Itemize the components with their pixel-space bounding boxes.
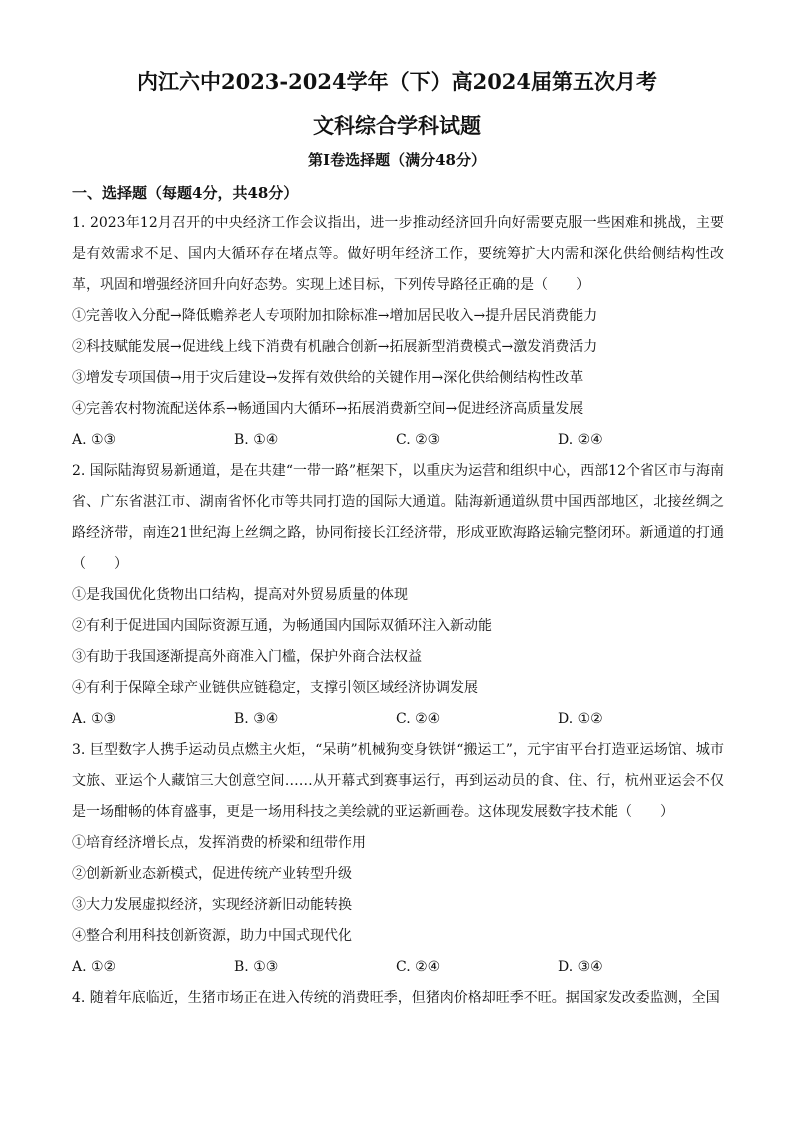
statement-option: ②创新新业态新模式，促进传统产业转型升级 xyxy=(72,866,352,882)
part-heading: 第Ⅰ卷选择题（满分48分） xyxy=(308,151,486,169)
exam-title: 内江六中2023-2024学年（下）高2024届第五次月考 xyxy=(136,69,658,94)
statement-option: ③增发专项国债→用于灾后建设→发挥有效供给的关键作用→深化供给侧结构性改革 xyxy=(72,370,584,386)
question-stem: 4. 随着年底临近，生猪市场正在进入传统的消费旺季，但猪肉价格却旺季不旺。据国家发改委监测，全国 xyxy=(72,990,720,1006)
question-3 xyxy=(72,735,724,983)
question-1 xyxy=(72,208,724,456)
choice-b: B. ①③ xyxy=(234,959,279,975)
answer-choices xyxy=(72,425,724,456)
question-stem: 1. 2023年12月召开的中央经济工作会议指出，进一步推动经济回升向好需要克服一些困难和挑战，主要是有效需求不足、国内大循环存在堵点等。做好明年经济工作，要统筹扩大内需和深化供给侧结构性改革，巩固和增强经济回升向好态势。实现上述目标，下列传导路径正确的是（ ） xyxy=(72,215,724,293)
question-2 xyxy=(72,456,724,735)
statement-option: ①培育经济增长点，发挥消费的桥梁和纽带作用 xyxy=(72,835,366,851)
choice-c: C. ②④ xyxy=(396,959,441,975)
statement-option: ③大力发展虚拟经济，实现经济新旧动能转换 xyxy=(72,897,352,913)
question-stem: 2. 国际陆海贸易新通道，是在共建“一带一路”框架下，以重庆为运营和组织中心，西部12个省区市与海南省、广东省湛江市、湖南省怀化市等共同打造的国际大通道。陆海新通道纵贯中国西部地区，北接丝绸之路经济带，南连21世纪海上丝绸之路，协同衔接长江经济带，形成亚欧海路运输完整闭环。新通道的打通（ ） xyxy=(72,463,724,572)
choice-c: C. ②③ xyxy=(396,432,441,448)
choice-d: D. ③④ xyxy=(558,959,603,975)
statement-option: ①完善收入分配→降低赡养老人专项附加扣除标准→增加居民收入→提升居民消费能力 xyxy=(72,308,598,324)
question-4 xyxy=(72,983,724,1014)
choice-b: B. ①④ xyxy=(234,432,279,448)
statement-option: ①是我国优化货物出口结构，提高对外贸易质量的体现 xyxy=(72,587,408,603)
choice-d: D. ②④ xyxy=(558,432,603,448)
choice-a: A. ①② xyxy=(72,959,117,975)
answer-choices xyxy=(72,952,724,983)
statement-option: ③有助于我国逐渐提高外商准入门槛，保护外商合法权益 xyxy=(72,649,422,665)
section-heading: 一、选择题（每题4分，共48分） xyxy=(72,184,299,202)
choice-a: A. ①③ xyxy=(72,711,117,727)
statement-option: ④有利于保障全球产业链供应链稳定，支撑引领区域经济协调发展 xyxy=(72,680,478,696)
choice-a: A. ①③ xyxy=(72,432,117,448)
statement-option: ④整合利用科技创新资源，助力中国式现代化 xyxy=(72,928,352,944)
statement-option: ④完善农村物流配送体系→畅通国内大循环→拓展消费新空间→促进经济高质量发展 xyxy=(72,401,584,417)
answer-choices xyxy=(72,704,724,735)
choice-c: C. ②④ xyxy=(396,711,441,727)
choice-b: B. ③④ xyxy=(234,711,279,727)
exam-subtitle: 文科综合学科试题 xyxy=(313,113,481,138)
question-list xyxy=(72,208,724,1014)
statement-option: ②有利于促进国内国际资源互通，为畅通国内国际双循环注入新动能 xyxy=(72,618,492,634)
statement-option: ②科技赋能发展→促进线上线下消费有机融合创新→拓展新型消费模式→激发消费活力 xyxy=(72,339,598,355)
question-stem: 3. 巨型数字人携手运动员点燃主火炬，“呆萌”机械狗变身铁饼“搬运工”，元宇宙平台打造亚运场馆、城市文旅、亚运个人藏馆三大创意空间……从开幕式到赛事运行，再到运动员的食、住、行，杭州亚运会不仅是一场酣畅的体育盛事，更是一场用科技之美绘就的亚运新画卷。这体现发展数字技术能（ ） xyxy=(72,742,724,820)
choice-d: D. ①② xyxy=(558,711,603,727)
